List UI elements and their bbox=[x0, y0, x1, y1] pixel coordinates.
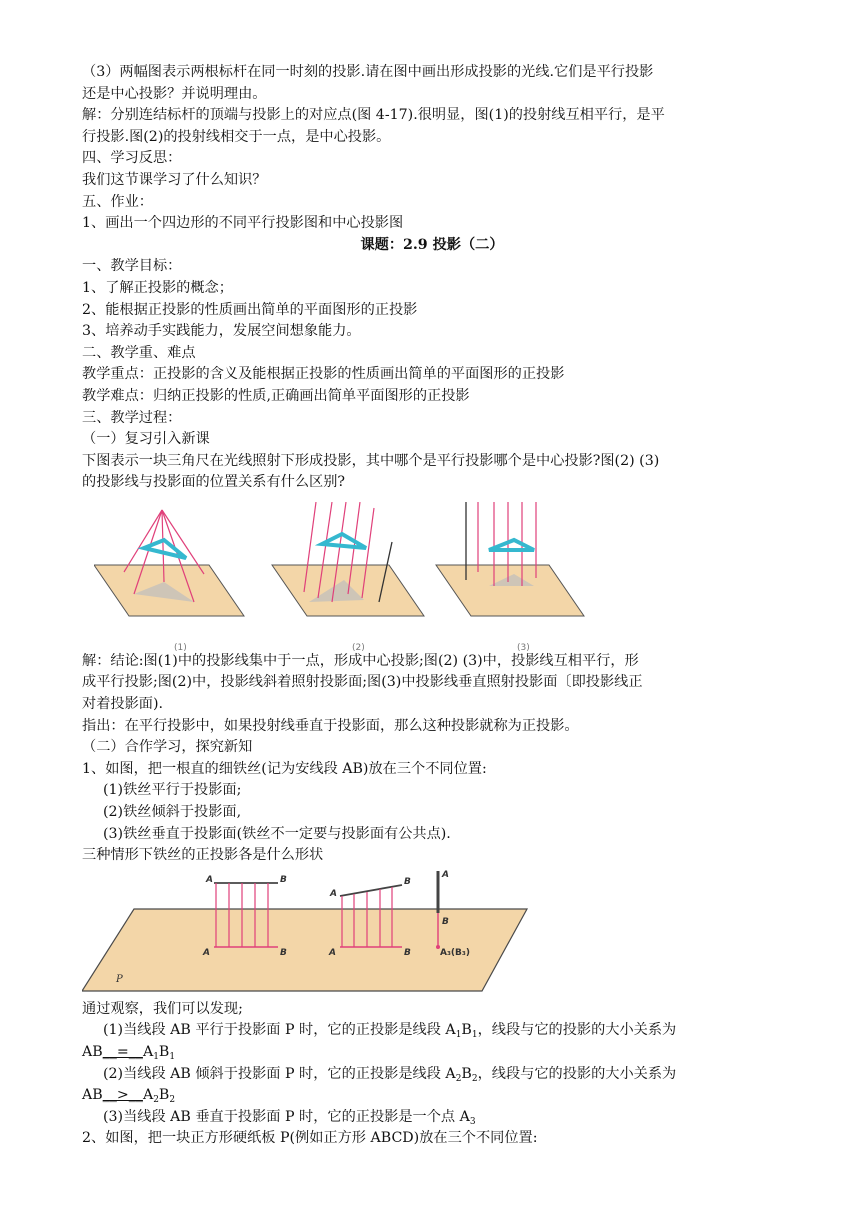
triangle-projection-figure bbox=[82, 494, 782, 651]
text-line: 还是中心投影？并说明理由。 bbox=[82, 85, 267, 102]
text-span: B bbox=[461, 1065, 472, 1082]
figure-label: (1) bbox=[174, 642, 187, 653]
text-span: B bbox=[461, 1022, 472, 1039]
text-line: (2)铁丝倾斜于投影面, bbox=[103, 804, 242, 821]
wire-projection-figure bbox=[82, 867, 782, 999]
point-label-a1: A bbox=[203, 947, 210, 958]
subscript: 2 bbox=[169, 1095, 176, 1106]
point-label-b2: B bbox=[404, 947, 411, 958]
text-line: 2、能根据正投影的性质画出简单的平面图形的正投影 bbox=[82, 301, 418, 318]
text-span: B bbox=[158, 1044, 170, 1060]
subsection-heading: （二）合作学习，探究新知 bbox=[82, 739, 253, 756]
text-line bbox=[82, 1020, 782, 1042]
triangle-projection-drawing bbox=[94, 502, 614, 659]
point-label-a2: A bbox=[329, 947, 336, 958]
subscript: 1 bbox=[153, 1052, 159, 1062]
text-span: AB bbox=[82, 1087, 103, 1104]
text-line: 2、如图，把一块正方形硬纸板 P(例如正方形 ABCD)放在三个不同位置: bbox=[82, 1130, 538, 1147]
section-heading: 三、教学过程： bbox=[82, 409, 182, 426]
subscript: 2 bbox=[471, 1073, 478, 1084]
subscript: 2 bbox=[455, 1073, 462, 1084]
text-line: 3、培养动手实践能力，发展空间想象能力。 bbox=[82, 323, 361, 340]
text-span: (1)当线段 AB 平行于投影面 P 时，它的正投影是线段 A bbox=[103, 1022, 456, 1039]
text-span: ，线段与它的投影的大小关系为 bbox=[477, 1065, 677, 1082]
text-line: 教学难点：归纳正投影的性质,正确画出简单平面图形的正投影 bbox=[82, 387, 470, 404]
figure-label: (2) bbox=[352, 642, 365, 653]
point-label-a3b3: A₃(B₃) bbox=[440, 947, 470, 958]
point-label-b1: B bbox=[280, 947, 287, 958]
text-line: (3)铁丝垂直于投影面(铁丝不一定要与投影面有公共点). bbox=[103, 825, 451, 842]
wire-projection-drawing bbox=[82, 869, 532, 999]
panel-3 bbox=[436, 502, 584, 653]
text-line bbox=[82, 1042, 782, 1064]
text-span: A bbox=[142, 1044, 154, 1060]
text-line bbox=[82, 1085, 782, 1107]
text-line: 1、画出一个四边形的不同平行投影图和中心投影图 bbox=[82, 215, 404, 232]
text-line: 对着投影面). bbox=[82, 696, 163, 713]
text-line: 三种情形下铁丝的正投影各是什么形状 bbox=[82, 847, 324, 864]
text-line: 1、如图，把一根直的细铁丝(记为安线段 AB)放在三个不同位置: bbox=[82, 760, 487, 777]
section-heading: 四、学习反思： bbox=[82, 150, 182, 167]
text-line: 的投影线与投影面的位置关系有什么区别? bbox=[82, 474, 345, 491]
text-line: 成平行投影;图(2)中，投影线斜着照射投影面;图(3)中投影线垂直照射投影面〔即投影线正 bbox=[82, 674, 643, 691]
text-line: 1、了解正投影的概念； bbox=[82, 279, 233, 296]
text-line: 指出：在平行投影中，如果投射线垂直于投影面，那么这种投影就称为正投影。 bbox=[82, 717, 579, 734]
subscript: 1 bbox=[471, 1030, 478, 1041]
text-line bbox=[82, 1107, 782, 1129]
subscript: 1 bbox=[455, 1030, 462, 1041]
text-span: ，线段与它的投影的大小关系为 bbox=[477, 1022, 677, 1039]
document-page bbox=[82, 62, 782, 1150]
text-line: 解：结论:图(1)中的投影线集中于一点，形成中心投影;图(2) (3)中，投影线互相平行，形 bbox=[82, 652, 639, 669]
answer-blank: __=__ bbox=[102, 1044, 143, 1060]
point-label-a: A bbox=[206, 874, 213, 885]
text-line bbox=[82, 1064, 782, 1086]
section-heading: 五、作业： bbox=[82, 193, 153, 210]
point-label-b: B bbox=[404, 876, 411, 887]
text-line: （3）两幅图表示两根标杆在同一时刻的投影.请在图中画出形成投影的光线.它们是平行投影 bbox=[82, 64, 654, 80]
point-label-a: A bbox=[442, 869, 449, 880]
text-span: (3)当线段 AB 垂直于投影面 P 时，它的正投影是一个点 A bbox=[103, 1108, 470, 1125]
section-heading: 一、教学目标： bbox=[82, 258, 182, 275]
text-line: 下图表示一块三角尺在光线照射下形成投影，其中哪个是平行投影哪个是中心投影?图(2) (3) bbox=[82, 452, 660, 469]
subscript: 1 bbox=[169, 1052, 176, 1062]
text-line: 我们这节课学习了什么知识？ bbox=[82, 171, 267, 188]
text-line: 解：分别连结标杆的顶端与投影上的对应点(图 4-17).很明显，图(1)的投射线互相平行，是平 bbox=[82, 107, 665, 124]
subsection-heading: （一）复习引入新课 bbox=[82, 431, 210, 448]
plane-label: P bbox=[116, 973, 123, 985]
text-span: A bbox=[142, 1087, 154, 1104]
point-label-a: A bbox=[330, 888, 337, 899]
figure-label: (3) bbox=[517, 642, 530, 653]
subscript: 3 bbox=[469, 1116, 476, 1127]
text-line: 行投影.图(2)的投射线相交于一点，是中心投影。 bbox=[82, 128, 391, 145]
section-heading: 二、教学重、难点 bbox=[82, 344, 196, 361]
text-line: 通过观察，我们可以发现; bbox=[82, 1000, 243, 1017]
text-span: B bbox=[158, 1087, 170, 1104]
text-span: (2)当线段 AB 倾斜于投影面 P 时，它的正投影是线段 A bbox=[103, 1065, 456, 1082]
point-label-b: B bbox=[442, 916, 449, 927]
lesson-title: 课题：2.9 投影（二） bbox=[360, 236, 504, 253]
panel-2 bbox=[272, 502, 424, 653]
subscript: 2 bbox=[153, 1095, 159, 1106]
text-line: 教学重点：正投影的含义及能根据正投影的性质画出简单的平面图形的正投影 bbox=[82, 366, 565, 383]
text-line: (1)铁丝平行于投影面; bbox=[103, 782, 242, 799]
answer-blank: __>__ bbox=[102, 1087, 143, 1104]
text-span: AB bbox=[82, 1044, 103, 1060]
panel-1 bbox=[94, 510, 244, 653]
point-label-b: B bbox=[280, 874, 287, 885]
